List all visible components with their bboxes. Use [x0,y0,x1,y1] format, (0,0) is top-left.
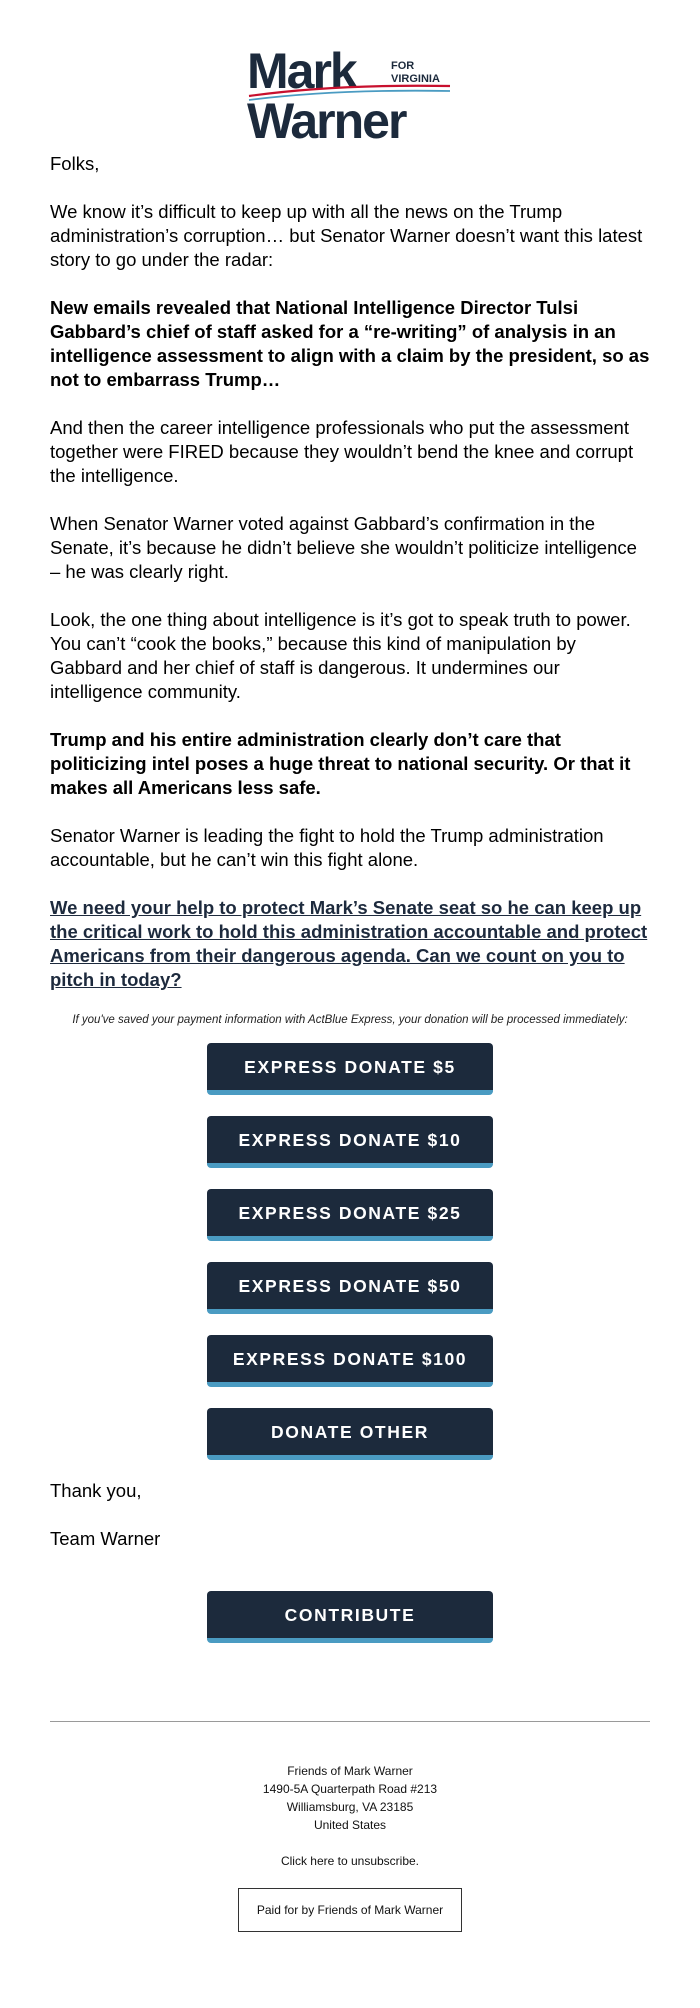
paragraph-7: Senator Warner is leading the fight to hold the Trump administration accountable, but he can’t win this fight alone. [50,825,604,870]
greeting: Folks, [50,153,100,174]
footer-city: Williamsburg, VA 23185 [286,1800,414,1814]
footer-country: United States [313,1818,387,1832]
donate-cta-link[interactable]: We need your help to protect Mark’s Senate seat so he can keep up the critical work to hold this administration accountable and protect Americans from their dangerous agenda. Can we count on you to pitch in today? [50,897,648,990]
paragraph-6-bold: Trump and his entire administration clearly don’t care that politicizing intel poses a huge threat to national security. Or that it makes all Americans less safe. [50,729,631,798]
donate-buttons [0,1043,700,1460]
paragraph-5: Look, the one thing about intelligence is it’s got to speak truth to power. You can’t “cook the books,” because this kind of manipulation by Gabbard and her chief of staff is dangerous. It undermines our intelligence community. [50,609,631,702]
paragraph-2-bold: New emails revealed that National Intelligence Director Tulsi Gabbard’s chief of staff asked for a “re-writing” of analysis in an intelligence assessment to align with a claim by the president, so as not to embarrass Trump… [50,297,650,390]
logo-mark-text: Mark [247,44,356,99]
logo-virginia-text: VIRGINIA [391,73,440,85]
paragraph-3: And then the career intelligence professionals who put the assessment together were FIRED because they wouldn’t bend the knee and corrupt the intelligence. [50,417,634,486]
unsubscribe-link[interactable]: Click here to unsubscribe. [280,1854,420,1868]
donate-other-button[interactable]: DONATE OTHER [207,1408,493,1460]
express-donate-10-button[interactable]: EXPRESS DONATE $10 [207,1116,493,1168]
paragraph-1: We know it’s difficult to keep up with all the news on the Trump administration’s corruption… but Senator Warner doesn’t want this latest story to go under the radar: [50,201,643,270]
email-body [0,152,700,992]
contribute-button[interactable]: CONTRIBUTE [207,1591,493,1643]
signature-text: Team Warner [50,1528,161,1549]
paid-for-disclaimer: Paid for by Friends of Mark Warner [238,1888,462,1932]
express-donate-25-button[interactable]: EXPRESS DONATE $25 [207,1189,493,1241]
footer-divider [50,1721,650,1722]
mark-warner-logo[interactable] [245,44,455,144]
sign-off [0,1479,700,1551]
email-page [0,44,700,1932]
logo-warner-text: Warner [247,93,406,144]
express-donate-5-button[interactable]: EXPRESS DONATE $5 [207,1043,493,1095]
footer [0,1762,700,1932]
actblue-express-note: If you've saved your payment information with ActBlue Express, your donation will be processed immediately: [72,1014,628,1026]
thank-you-text: Thank you, [50,1480,142,1501]
footer-org: Friends of Mark Warner [287,1764,413,1778]
footer-street: 1490-5A Quarterpath Road #213 [262,1782,438,1796]
express-donate-50-button[interactable]: EXPRESS DONATE $50 [207,1262,493,1314]
logo-for-text: FOR [391,60,415,72]
paragraph-4: When Senator Warner voted against Gabbard’s confirmation in the Senate, it’s because he didn’t believe she wouldn’t politicize intelligence – he was clearly right. [50,513,637,582]
express-donate-100-button[interactable]: EXPRESS DONATE $100 [207,1335,493,1387]
